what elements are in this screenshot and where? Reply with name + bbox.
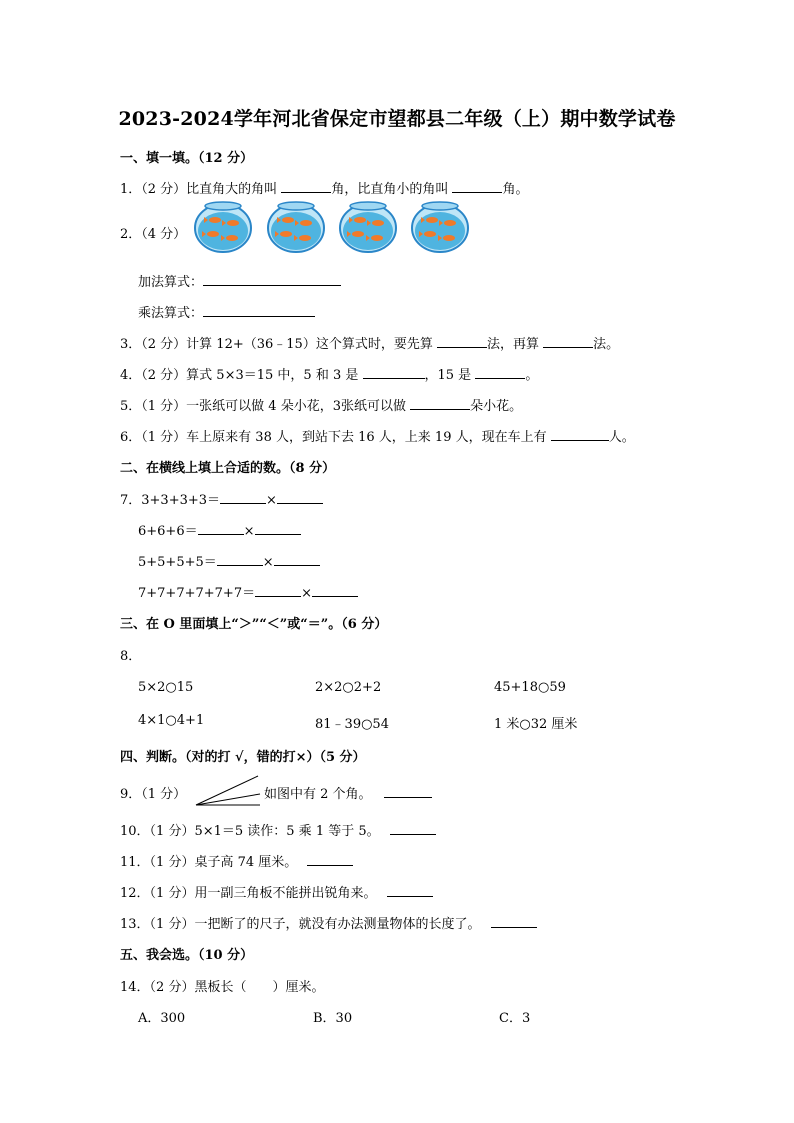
section-3-heading: 三、在 O 里面填上“＞”“＜”或“＝”。（6 分）: [120, 617, 388, 632]
question-4-prefix: 4．（2 分）算式 5×3＝15 中，5 和 3 是: [120, 368, 359, 383]
question-13: [120, 913, 537, 932]
comparison-item[interactable]: 45+18○59: [494, 680, 566, 695]
question-13-text: 13．（1 分）一把断了的尺子，就没有办法测量物体的长度了。: [120, 917, 481, 932]
question-11-text: 11．（1 分）桌子高 74 厘米。: [120, 855, 298, 870]
answer-blank[interactable]: [312, 584, 358, 597]
option-a[interactable]: A．300: [138, 1011, 186, 1026]
answer-blank-5[interactable]: [410, 397, 470, 410]
question-12-text: 12．（1 分）用一副三角板不能拼出锐角来。: [120, 886, 377, 901]
answer-blank[interactable]: [274, 553, 320, 566]
question-12: [120, 882, 433, 901]
question-9-text: 如图中有 2 个角。: [264, 787, 372, 802]
section-1-heading: 一、填一填。（12 分）: [120, 151, 254, 166]
question-7-line: [138, 582, 358, 601]
answer-blank[interactable]: [255, 522, 301, 535]
expression: 7．3+3+3+3＝: [120, 493, 221, 508]
expression: 6+6+6＝: [138, 524, 198, 539]
answer-blank[interactable]: [220, 491, 266, 504]
answer-blank-3b[interactable]: [543, 335, 593, 348]
fishbowl-image: [266, 201, 326, 253]
question-1-suffix: 角。: [502, 182, 529, 197]
question-4-mid: ，15 是: [424, 368, 472, 383]
answer-blank-1a[interactable]: [281, 180, 331, 193]
question-6-suffix: 人。: [608, 430, 635, 445]
question-8-number: 8．: [120, 649, 142, 664]
comparison-item[interactable]: 4×1○4+1: [138, 713, 205, 728]
section-4-heading: 四、判断。（对的打 √，错的打×）（5 分）: [120, 750, 366, 765]
answer-blank-3a[interactable]: [437, 335, 487, 348]
multiplication-label: 乘法算式：: [138, 306, 204, 321]
answer-blank-4a[interactable]: [363, 366, 425, 379]
angle-figure: [194, 774, 262, 808]
answer-blank-9[interactable]: [384, 785, 432, 798]
question-10-text: 10．（1 分）5×1＝5 读作：5 乘 1 等于 5。: [120, 824, 380, 839]
answer-blank[interactable]: [255, 584, 301, 597]
question-4-suffix: 。: [525, 368, 539, 383]
question-1: [120, 178, 529, 197]
comparison-item[interactable]: 5×2○15: [138, 680, 194, 695]
question-14-stem: 14．（2 分）黑板长（ ）厘米。: [120, 980, 325, 995]
answer-blank-2b[interactable]: [203, 304, 315, 317]
question-9: [264, 783, 432, 802]
question-3-prefix: 3．（2 分）计算 12+（36﹣15）这个算式时，要先算: [120, 337, 433, 352]
answer-blank[interactable]: [198, 522, 244, 535]
question-1-mid: 角，比直角小的角叫: [331, 182, 449, 197]
question-10: [120, 820, 436, 839]
answer-blank-4b[interactable]: [475, 366, 525, 379]
question-5-prefix: 5．（1 分）一张纸可以做 4 朵小花，3张纸可以做: [120, 399, 406, 414]
question-2-prefix: 2．（4 分）: [120, 227, 187, 242]
question-6: [120, 426, 635, 445]
question-2-addition: [138, 271, 341, 290]
section-5-heading: 五、我会选。（10 分）: [120, 948, 254, 963]
answer-blank-12[interactable]: [387, 884, 433, 897]
question-11: [120, 851, 353, 870]
section-2-heading: 二、在横线上填上合适的数。（8 分）: [120, 461, 336, 476]
fishbowl-image: [410, 201, 470, 253]
question-7-line: [120, 489, 323, 508]
question-4: [120, 364, 538, 383]
fishbowl-image: [193, 201, 253, 253]
expression: 7+7+7+7+7+7＝: [138, 586, 256, 601]
question-7-line: [138, 551, 320, 570]
question-9-prefix: 9．（1 分）: [120, 787, 187, 802]
comparison-item[interactable]: 81﹣39○54: [315, 717, 389, 732]
question-6-prefix: 6．（1 分）车上原来有 38 人，到站下去 16 人，上来 19 人，现在车上有: [120, 430, 547, 445]
times-sign: ×: [262, 555, 274, 570]
answer-blank-1b[interactable]: [452, 180, 502, 193]
question-7-line: [138, 520, 301, 539]
page-title: 2023-2024学年河北省保定市望都县二年级（上）期中数学试卷: [118, 108, 676, 130]
times-sign: ×: [301, 586, 312, 601]
option-c[interactable]: C．3: [499, 1011, 531, 1026]
question-3: [120, 333, 619, 352]
answer-blank-11[interactable]: [307, 853, 353, 866]
answer-blank-10[interactable]: [390, 822, 436, 835]
question-2-multiplication: [138, 302, 315, 321]
question-1-prefix: 1．（2 分）比直角大的角叫: [120, 182, 278, 197]
question-3-suffix: 法。: [593, 337, 620, 352]
answer-blank-2a[interactable]: [203, 273, 341, 286]
answer-blank[interactable]: [217, 553, 263, 566]
question-5-suffix: 朵小花。: [470, 399, 523, 414]
answer-blank-13[interactable]: [491, 915, 537, 928]
question-5: [120, 395, 522, 414]
answer-blank[interactable]: [277, 491, 323, 504]
fishbowl-image: [338, 201, 398, 253]
comparison-item[interactable]: 1 米○32 厘米: [494, 717, 578, 732]
times-sign: ×: [243, 524, 255, 539]
answer-blank-6[interactable]: [551, 428, 609, 441]
comparison-item[interactable]: 2×2○2+2: [315, 680, 382, 695]
addition-label: 加法算式：: [138, 275, 204, 290]
times-sign: ×: [266, 493, 277, 508]
question-3-mid: 法，再算: [486, 337, 539, 352]
expression: 5+5+5+5＝: [138, 555, 217, 570]
option-b[interactable]: B．30: [313, 1011, 353, 1026]
